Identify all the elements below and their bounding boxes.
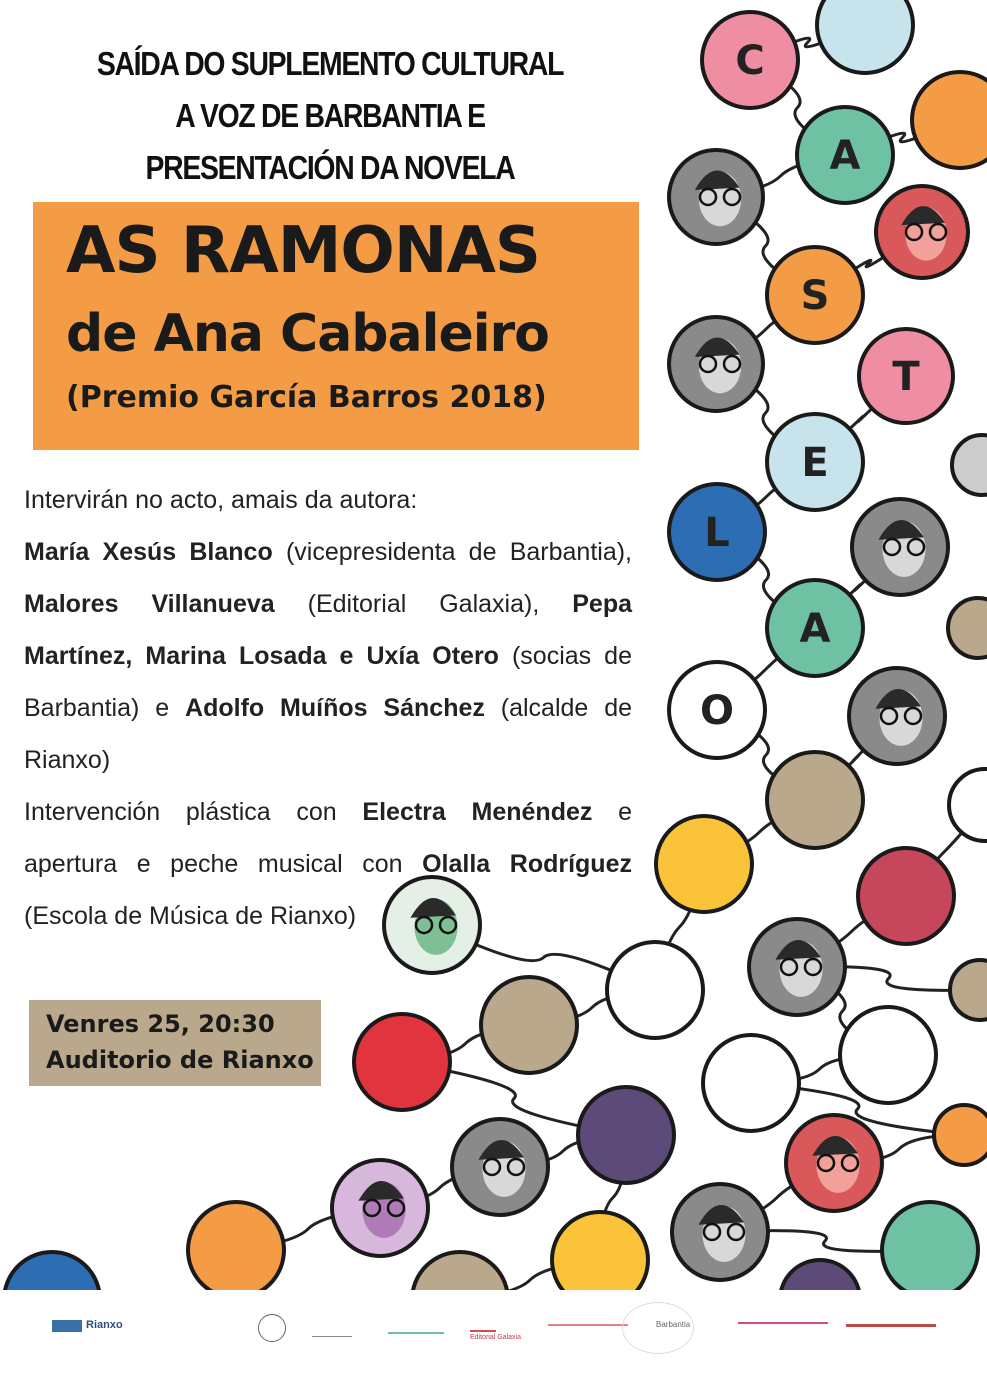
event-header xyxy=(63,38,596,194)
portrait-circle xyxy=(669,317,763,411)
chain-letter: A xyxy=(829,133,861,179)
color-circle xyxy=(950,960,987,1020)
title-box xyxy=(33,202,639,450)
person-name: Pepa Martínez, Marina Losada e Uxía Otero xyxy=(24,590,632,670)
portrait-circle xyxy=(749,919,845,1015)
letter-circle xyxy=(767,580,863,676)
color-circle xyxy=(858,848,954,944)
novel-title: AS RAMONAS xyxy=(66,214,540,288)
novel-prize: (Premio García Barros 2018) xyxy=(66,380,547,415)
pink-logo xyxy=(738,1322,828,1324)
color-circle xyxy=(767,752,863,848)
header-line-3: PRESENTACIÓN DA NOVELA xyxy=(145,149,515,186)
dark-red-logo xyxy=(846,1324,936,1327)
letter-circle xyxy=(669,484,765,580)
sponsor-rianxo: Rianxo xyxy=(86,1319,123,1331)
letter-circle xyxy=(859,329,953,423)
color-circle xyxy=(578,1087,674,1183)
event-venue: Auditorio de Rianxo xyxy=(46,1046,314,1074)
person-name: Malores Villanueva xyxy=(24,590,275,618)
rianxo-logo xyxy=(52,1320,182,1332)
color-circle xyxy=(354,1014,450,1110)
sponsors-footer xyxy=(0,1290,987,1395)
galaxia-logo xyxy=(470,1308,496,1332)
portrait-circle xyxy=(452,1119,548,1215)
participants-paragraph xyxy=(24,526,632,786)
header-line-2: A VOZ DE BARBANTIA E xyxy=(175,97,485,134)
chain-letter: S xyxy=(800,273,830,319)
color-circle xyxy=(817,0,913,73)
color-circle xyxy=(952,435,987,495)
chain-letter: A xyxy=(799,606,831,652)
event-datetime-box xyxy=(29,1000,321,1086)
color-circle xyxy=(912,72,987,168)
color-circle xyxy=(948,598,987,658)
portrait-circle xyxy=(786,1115,882,1211)
color-circle xyxy=(188,1202,284,1298)
portrait-circle xyxy=(852,499,948,595)
chain-letter: L xyxy=(704,510,730,556)
paragraph-text: (Editorial Galaxia), xyxy=(274,590,573,618)
color-circle xyxy=(703,1035,799,1131)
color-circle xyxy=(481,977,577,1073)
color-circle xyxy=(949,769,987,841)
intro-line: Intervirán no acto, amais da autora: xyxy=(24,486,418,514)
participants-text xyxy=(24,474,632,942)
person-name: María Xesús Blanco xyxy=(24,538,273,566)
header-line-1: SAÍDA DO SUPLEMENTO CULTURAL xyxy=(96,45,564,82)
paragraph-text: (vicepresidenta de Barbantia), xyxy=(272,538,632,566)
letter-circle xyxy=(702,12,798,108)
portrait-circle xyxy=(849,668,945,764)
portrait-circle xyxy=(669,150,763,244)
chain-letter: T xyxy=(892,354,920,400)
color-circle xyxy=(607,942,703,1038)
seal-logo xyxy=(258,1314,286,1342)
portrait-circle xyxy=(876,186,968,278)
novel-author: de Ana Cabaleiro xyxy=(66,304,549,364)
red-logo xyxy=(548,1324,628,1326)
paragraph-text: e apertura e peche musical con xyxy=(24,798,632,878)
paragraph-text: (alcalde de Rianxo) xyxy=(24,694,633,774)
letter-circle xyxy=(767,414,863,510)
paragraph-text: Intervención plástica con xyxy=(24,798,363,826)
music-school-logo xyxy=(312,1318,352,1337)
sponsor-barbantia: Barbantia xyxy=(656,1320,691,1329)
letter-circle xyxy=(797,107,893,203)
color-circle xyxy=(840,1007,936,1103)
chain-letter: O xyxy=(699,688,735,734)
green-logo xyxy=(388,1316,444,1334)
performers-paragraph xyxy=(24,786,632,942)
portrait-circle xyxy=(672,1184,768,1280)
paragraph-text: (Escola de Música de Rianxo) xyxy=(24,902,357,930)
color-circle xyxy=(656,816,752,912)
event-date: Venres 25, 20:30 xyxy=(46,1010,275,1038)
color-circle xyxy=(882,1202,978,1298)
paragraph-text: (socias de Barbantia) e xyxy=(24,642,632,722)
chain-letter: C xyxy=(735,38,765,84)
letter-circle xyxy=(767,247,863,343)
portrait-circle xyxy=(332,1160,428,1256)
letter-circle xyxy=(669,662,765,758)
chain-letter: E xyxy=(801,440,829,486)
person-name: Electra Menéndez xyxy=(362,798,593,826)
person-name: Adolfo Muíños Sánchez xyxy=(185,694,485,722)
person-name: Olalla Rodríguez xyxy=(422,850,632,878)
sponsor-galaxia: Editorial Galaxia xyxy=(470,1334,521,1341)
color-circle xyxy=(934,1105,987,1165)
